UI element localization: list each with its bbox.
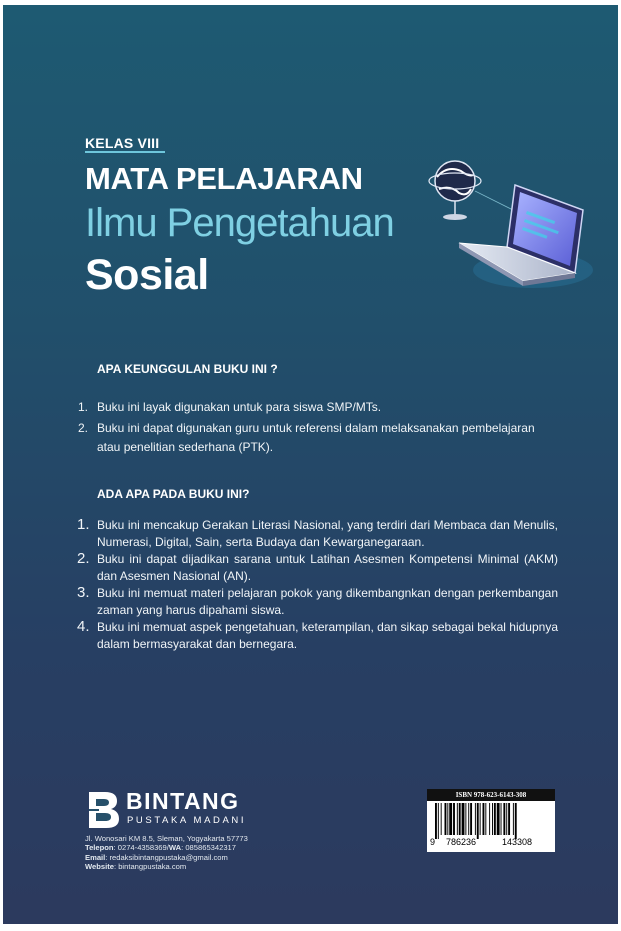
section-heading-contents: ADA APA PADA BUKU INI? <box>97 487 250 501</box>
publisher-website: Website: bintangpustaka.com <box>85 862 187 872</box>
publisher-subname: PUSTAKA MADANI <box>127 815 247 826</box>
publisher-name: BINTANG <box>126 788 240 814</box>
publisher-address: Jl. Wonosari KM 8.5, Sleman, Yogyakarta 57773 <box>85 834 248 843</box>
back-cover <box>3 5 618 924</box>
class-underline <box>85 151 165 153</box>
publisher-phone: Telepon: 0274-4358369/WA: 085865342317 <box>85 843 237 853</box>
publisher-email: Email: redaksibintangpustaka@gmail.com <box>85 852 228 862</box>
list-item: 3. Buku ini memuat materi pelajaran pokok yang dikembangnkan dengan perkembangan zaman yang harus dipahami siswa. <box>77 584 558 617</box>
title-line-3: Sosial <box>85 251 209 299</box>
advantages-list <box>78 398 558 459</box>
publisher-logo-icon <box>85 788 121 830</box>
isbn-label: ISBN 978-623-6143-308 <box>427 789 555 801</box>
list-item: 4. Buku ini memuat aspek pengetahuan, keterampilan, dan sikap sebagai bekal hidupnya dalam bermasyarakat dan bernegara. <box>77 618 558 651</box>
list-item: 1. Buku ini layak digunakan untuk para siswa SMP/MTs. <box>78 400 382 414</box>
list-item: 1. Buku ini mencakup Gerakan Literasi Nasional, yang terdiri dari Membaca dan Menulis, Numerasi, Digital, Sain, serta Budaya dan Kewarganegaraan. <box>77 516 558 549</box>
section-heading-advantages: APA KEUNGGULAN BUKU INI ? <box>97 362 278 376</box>
class-label: KELAS VIII <box>85 135 160 151</box>
list-item: 2. Buku ini dapat dijadikan sarana untuk Latihan Asesmen Kompetensi Minimal (AKM) dan Asesmen Nasional (AN). <box>77 550 558 583</box>
barcode-bars <box>435 803 551 839</box>
isbn-barcode: ISBN 978-623-6143-308 9 786236 143308 <box>427 789 555 852</box>
list-item: 2. Buku ini dapat digunakan guru untuk referensi dalam melaksanakan pembelajaran atau penelitian sederhana (PTK). <box>78 421 535 454</box>
contents-list <box>78 517 558 653</box>
title-line-2: Ilmu Pengetahuan <box>85 201 394 245</box>
laptop-globe-illustration-icon <box>423 155 593 300</box>
title-line-1: MATA PELAJARAN <box>85 161 363 196</box>
publisher-contact <box>85 834 248 872</box>
